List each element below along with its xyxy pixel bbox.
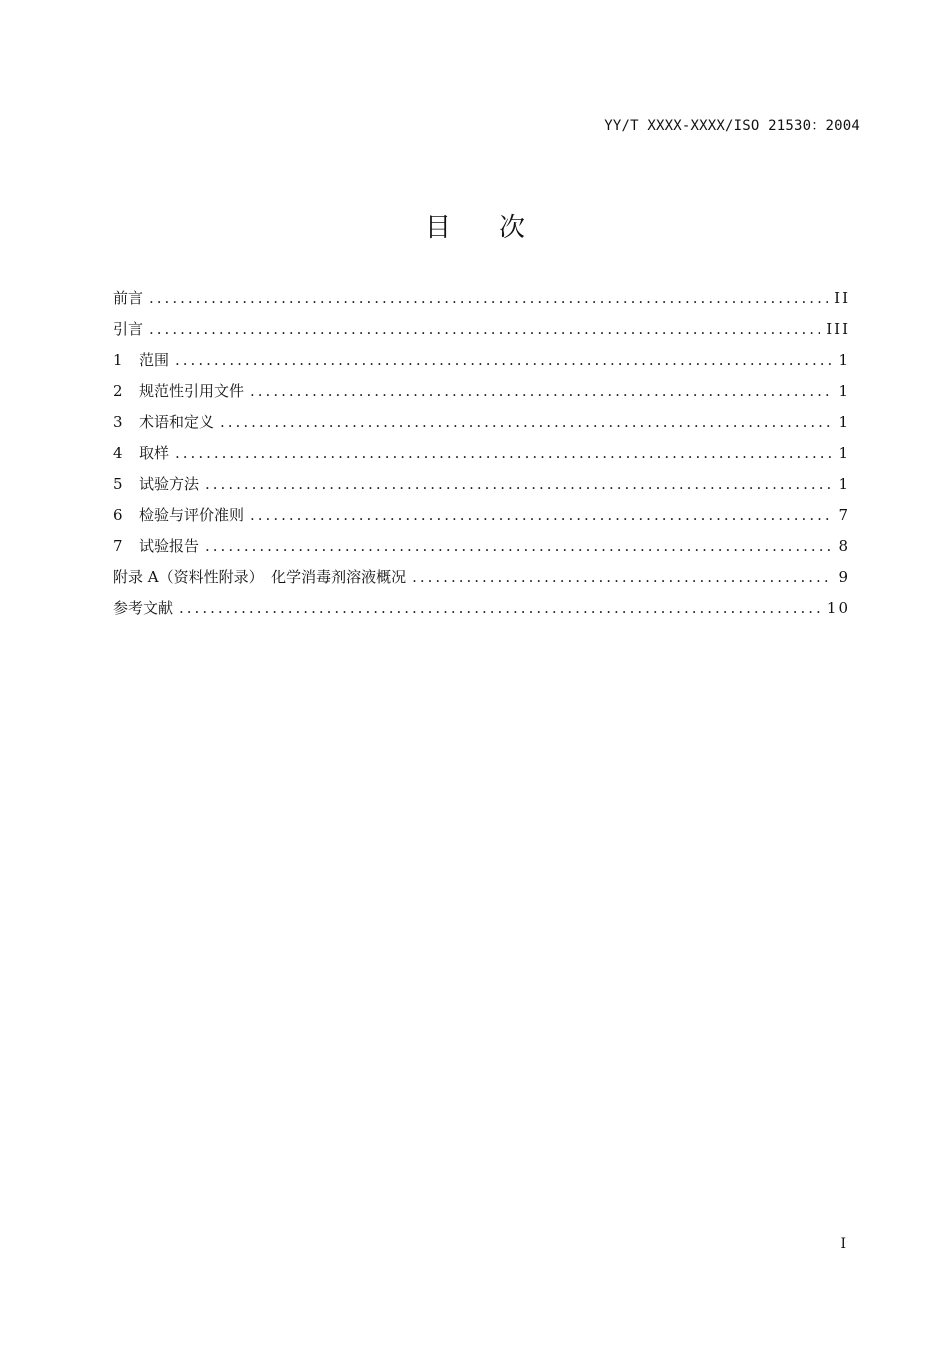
toc-dot-leader — [149, 318, 820, 340]
toc-entry-number: 6 — [113, 506, 123, 524]
document-code: YY/T XXXX-XXXX/ISO 21530：2004 — [604, 118, 860, 134]
toc-entry-page: 1 — [838, 444, 850, 462]
toc-dot-leader — [250, 504, 832, 526]
toc-entry-label: 试验方法 — [139, 475, 200, 493]
toc-title: 目次 — [424, 213, 573, 243]
toc-entry-page: 1 — [838, 382, 850, 400]
toc-dot-leader — [220, 411, 832, 433]
toc-entry-number: 5 — [113, 475, 123, 493]
toc-entry-label: 范围 — [139, 351, 170, 369]
toc-entry-page: 9 — [838, 568, 850, 586]
toc-dot-leader — [175, 349, 832, 371]
toc-entry-label: 引言 — [113, 320, 144, 338]
toc-entry-label: 术语和定义 — [139, 413, 215, 431]
toc-entry-page: III — [826, 320, 850, 338]
toc-dot-leader — [149, 287, 828, 309]
toc-dot-leader — [205, 535, 832, 557]
toc-dot-leader — [205, 473, 832, 495]
toc-entry-test-methods[interactable] — [113, 473, 850, 504]
toc-entry-label: 检验与评价准则 — [139, 506, 245, 524]
toc-entry-label: 前言 — [113, 289, 144, 307]
toc-entry-number: 3 — [113, 413, 123, 431]
toc-entry-number: 7 — [113, 537, 123, 555]
toc-entry-page: 1 — [838, 475, 850, 493]
toc-entry-label: 取样 — [139, 444, 170, 462]
toc-entry-page: 7 — [838, 506, 850, 524]
toc-entry-number: 1 — [113, 351, 123, 369]
toc-entry-introduction[interactable] — [113, 318, 850, 349]
toc-entry-label: 附录 A（资料性附录） 化学消毒剂溶液概况 — [113, 568, 407, 586]
toc-entry-label: 参考文献 — [113, 599, 174, 617]
toc-entry-sampling[interactable] — [113, 442, 850, 473]
toc-entry-page: 10 — [826, 599, 850, 617]
toc-entry-label: 规范性引用文件 — [139, 382, 245, 400]
toc-entry-foreword[interactable] — [113, 287, 850, 318]
toc-dot-leader — [179, 597, 821, 619]
toc-entry-normative-references[interactable] — [113, 380, 850, 411]
toc-entry-test-report[interactable] — [113, 535, 850, 566]
toc-entry-page: 1 — [838, 351, 850, 369]
toc-entry-number: 2 — [113, 382, 123, 400]
toc-dot-leader — [250, 380, 832, 402]
page-number: I — [840, 1236, 846, 1252]
toc-entry-annex-a[interactable] — [113, 566, 850, 597]
toc-entry-evaluation-criteria[interactable] — [113, 504, 850, 535]
toc-entry-scope[interactable] — [113, 349, 850, 380]
toc-entry-page: 1 — [838, 413, 850, 431]
toc-entry-page: II — [834, 289, 850, 307]
toc-entry-bibliography[interactable] — [113, 597, 850, 628]
toc-entry-terms-definitions[interactable] — [113, 411, 850, 442]
toc-dot-leader — [175, 442, 832, 464]
toc-entry-number: 4 — [113, 444, 123, 462]
toc-entry-page: 8 — [838, 537, 850, 555]
toc-dot-leader — [412, 566, 832, 588]
table-of-contents — [113, 287, 850, 628]
toc-entry-label: 试验报告 — [139, 537, 200, 555]
